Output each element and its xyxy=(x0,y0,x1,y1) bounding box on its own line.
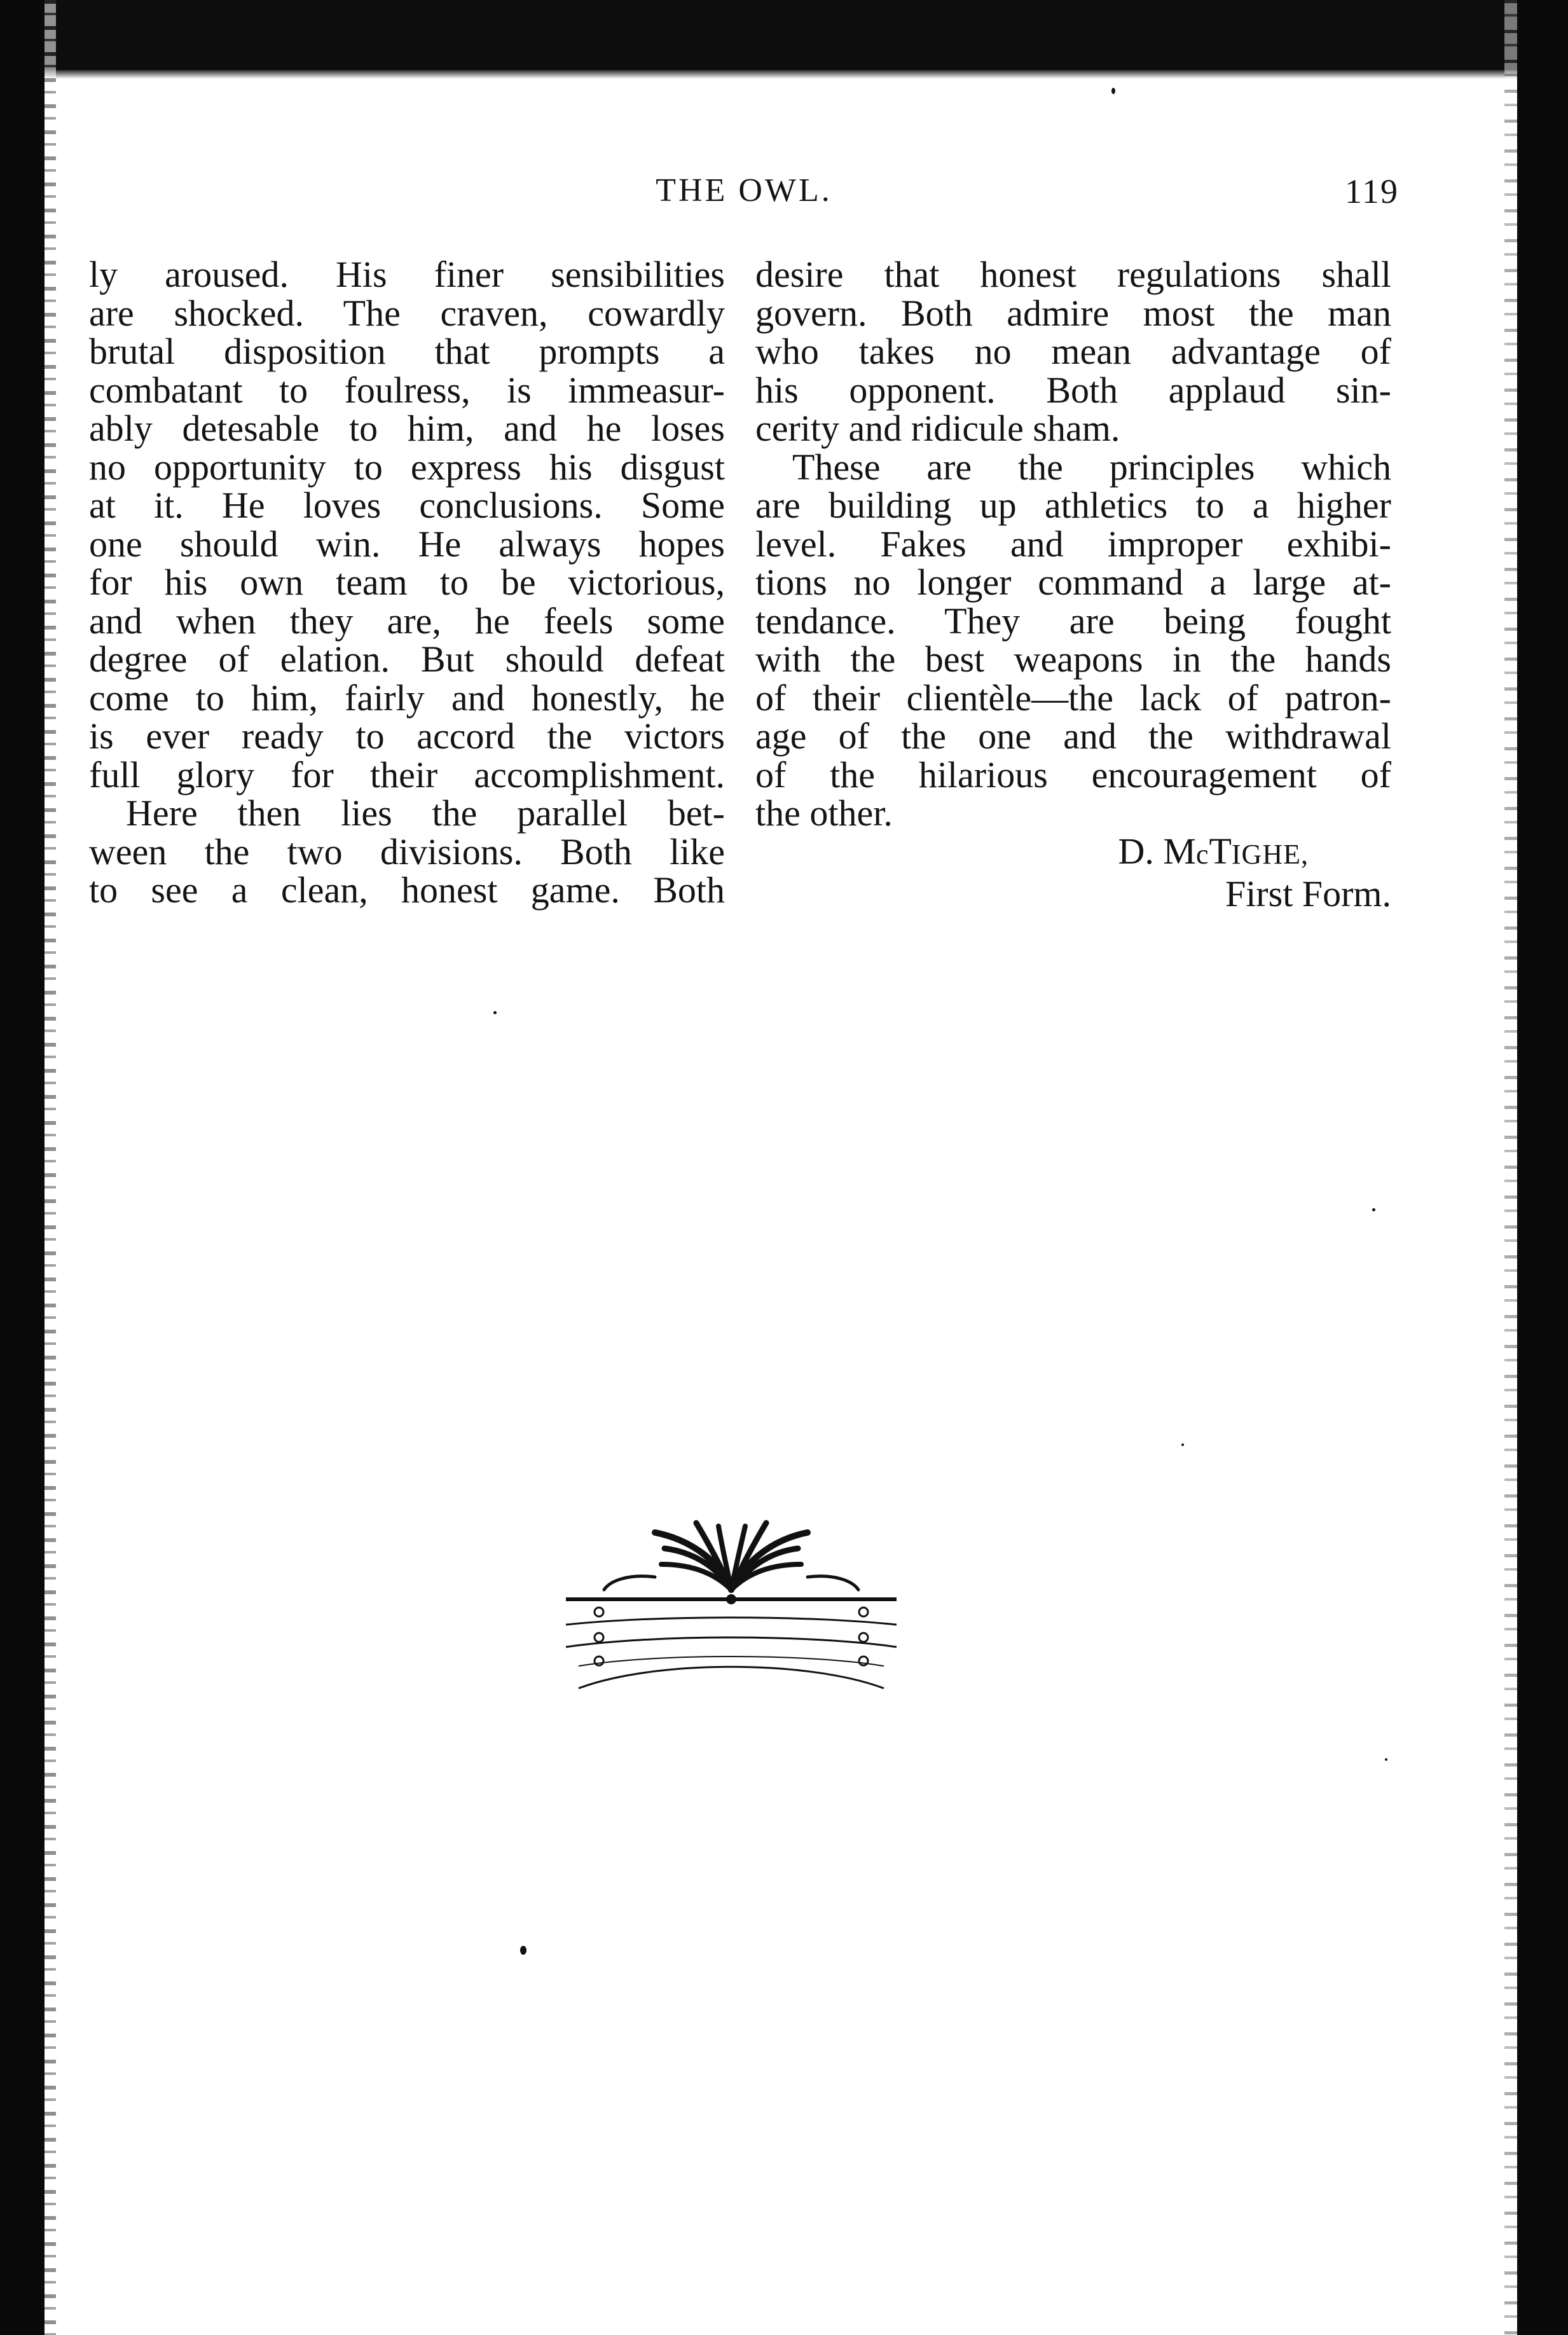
text-line: and when they are, he feels some xyxy=(89,600,725,642)
text-line: level. Fakes and improper exhibi- xyxy=(755,523,1391,565)
paragraph-start-line: Here then lies the parallel bet- xyxy=(126,792,725,834)
left-column xyxy=(89,256,725,910)
ink-speck xyxy=(493,1011,497,1014)
ink-speck xyxy=(1181,1443,1184,1446)
text-line: age of the one and the withdrawal xyxy=(755,715,1391,757)
paragraph-start-line: These are the principles which xyxy=(792,446,1391,488)
right-column xyxy=(755,256,1391,833)
text-line: desire that honest regulations shall xyxy=(755,254,1391,295)
scan-border-left xyxy=(0,0,45,2335)
text-line: ween the two divisions. Both like xyxy=(89,830,725,872)
text-line: of their clientèle—the lack of patron- xyxy=(755,677,1391,719)
ink-speck xyxy=(1111,88,1115,94)
author-surname-cap: T xyxy=(1209,830,1232,872)
text-line: brutal disposition that prompts a xyxy=(89,331,725,372)
text-line: govern. Both admire most the man xyxy=(755,292,1391,334)
text-line: cerity and ridicule sham. xyxy=(755,408,1120,449)
ink-speck xyxy=(520,1946,526,1955)
text-line: full glory for their accomplishment. xyxy=(89,754,725,796)
author-surname-smallcaps: IGHE, xyxy=(1231,839,1309,870)
text-line: ly aroused. His finer sensibilities xyxy=(89,254,725,295)
text-line: come to him, fairly and honestly, he xyxy=(89,677,725,719)
text-line: to see a clean, honest game. Both xyxy=(89,869,725,911)
text-line: are building up athletics to a higher xyxy=(755,485,1391,526)
text-line: combatant to foulress, is immeasur- xyxy=(89,369,725,411)
text-line: no opportunity to express his disgust xyxy=(89,446,725,488)
scan-border-right xyxy=(1517,0,1568,2335)
text-line: tions no longer command a large at- xyxy=(755,561,1391,603)
text-line: for his own team to be victorious, xyxy=(89,561,725,603)
text-line: of the hilarious encouragement of xyxy=(755,754,1391,796)
scan-border-top xyxy=(0,0,1568,70)
author-name xyxy=(755,832,1391,874)
text-line: the other. xyxy=(755,792,893,834)
author-signature xyxy=(755,832,1391,914)
text-line: his opponent. Both applaud sin- xyxy=(755,369,1391,411)
text-line: is ever ready to accord the victors xyxy=(89,715,725,757)
page-number: 119 xyxy=(1345,172,1399,210)
author-form: First Form. xyxy=(1225,873,1391,914)
text-line: with the best weapons in the hands xyxy=(755,638,1391,680)
text-line: tendance. They are being fought xyxy=(755,600,1391,642)
ink-speck xyxy=(1372,1208,1375,1211)
text-line: who takes no mean advantage of xyxy=(755,331,1391,372)
running-head xyxy=(89,172,1399,223)
journal-title: THE OWL. xyxy=(656,172,832,209)
author-initial: D. M xyxy=(1118,830,1196,872)
text-line: one should win. He always hopes xyxy=(89,523,725,565)
fan-ornament-icon xyxy=(560,1513,903,1698)
ink-speck xyxy=(1385,1758,1387,1761)
text-line: ably detesable to him, and he loses xyxy=(89,408,725,449)
text-line: at it. He loves conclusions. Some xyxy=(89,485,725,526)
author-name-smallcap: c xyxy=(1195,839,1209,870)
text-line: degree of elation. But should defeat xyxy=(89,638,725,680)
text-line: are shocked. The craven, cowardly xyxy=(89,292,725,334)
